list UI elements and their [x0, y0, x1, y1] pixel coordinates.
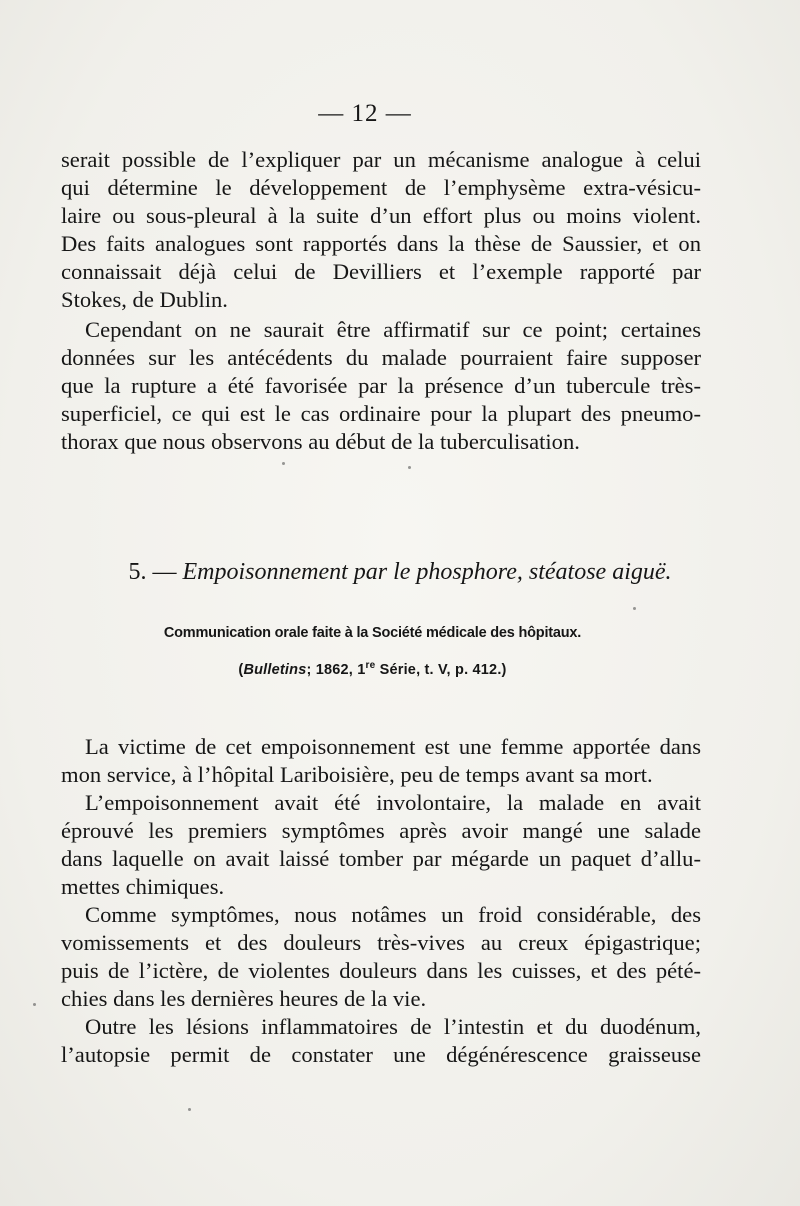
text-line: Stokes, de Dublin.: [61, 287, 228, 312]
text-line: dans laquelle on avait laissé tomber par mégarde un paquet d’allu-: [61, 846, 701, 871]
text-line: Des faits analogues sont rapportés dans la thèse de Saussier, et on: [61, 231, 701, 256]
section-subtitle: Communication orale faite à la Société médicale des hôpitaux.: [163, 625, 582, 641]
text-line: puis de l’ictère, de violentes douleurs dans les cuisses, et des pété-: [61, 958, 701, 983]
page-number: — 12 —: [318, 100, 412, 127]
section-title: Empoisonnement par le phosphore, stéatose aiguë.: [182, 559, 672, 585]
text-line: thorax que nous observons au début de la tuberculisation.: [61, 429, 580, 454]
paragraph-outre: [61, 1013, 701, 1069]
paragraph-cependant: [61, 316, 701, 456]
section-number: 5.: [128, 559, 147, 585]
text-line: mon service, à l’hôpital Lariboisière, peu de temps avant sa mort.: [61, 762, 653, 787]
text-line: l’autopsie permit de constater une dégénérescence graisseuse: [61, 1042, 701, 1067]
text-line: Comme symptômes, nous notâmes un froid considérable, des: [85, 902, 701, 927]
text-line: que la rupture a été favorisée par la présence d’un tubercule très-: [61, 373, 701, 398]
section-heading: [0, 559, 800, 586]
text-line: qui détermine le développement de l’emphysème extra-vésicu-: [61, 175, 701, 200]
ink-speck: [408, 466, 411, 469]
text-line: laire ou sous-pleural à la suite d’un effort plus ou moins violent.: [61, 203, 701, 228]
text-line: données sur les antécédents du malade pourraient faire supposer: [61, 345, 701, 370]
text-line: connaissait déjà celui de Devilliers et l’exemple rapporté par: [61, 259, 701, 284]
citation-superscript: re: [365, 660, 376, 672]
section-dash: —: [152, 559, 177, 585]
section-citation: [0, 662, 745, 678]
text-line: éprouvé les premiers symptômes après avoir mangé une salade: [61, 818, 701, 843]
text-line: L’empoisonnement avait été involontaire, la malade en avait: [85, 790, 701, 815]
text-line: Outre les lésions inflammatoires de l’intestin et du duodénum,: [85, 1014, 701, 1039]
text-line: vomissements et des douleurs très-vives au creux épigastrique;: [61, 930, 701, 955]
paragraph-symptomes: [61, 901, 701, 1013]
ink-speck: [188, 1108, 191, 1111]
citation-open: (: [238, 662, 244, 678]
paragraph-victime: [61, 733, 701, 789]
text-line: Cependant on ne saurait être affirmatif sur ce point; certaines: [85, 317, 701, 342]
citation-year: ; 1862, 1: [306, 662, 366, 678]
text-line: chies dans les dernières heures de la vie.: [61, 986, 427, 1011]
citation-rest: Série, t. V, p. 412.): [375, 662, 507, 678]
ink-speck: [33, 1003, 36, 1006]
ink-speck: [282, 462, 285, 465]
paragraph-empoisonnement: [61, 789, 701, 901]
paragraph-continuation: [61, 146, 701, 314]
text-line: mettes chimiques.: [61, 874, 225, 899]
text-line: serait possible de l’expliquer par un mécanisme analogue à celui: [61, 147, 701, 172]
citation-journal: Bulletins: [243, 662, 307, 678]
ink-speck: [633, 607, 636, 610]
text-line: superficiel, ce qui est le cas ordinaire pour la plupart des pneumo-: [61, 401, 701, 426]
text-line: La victime de cet empoisonnement est une femme apportée dans: [85, 734, 701, 759]
